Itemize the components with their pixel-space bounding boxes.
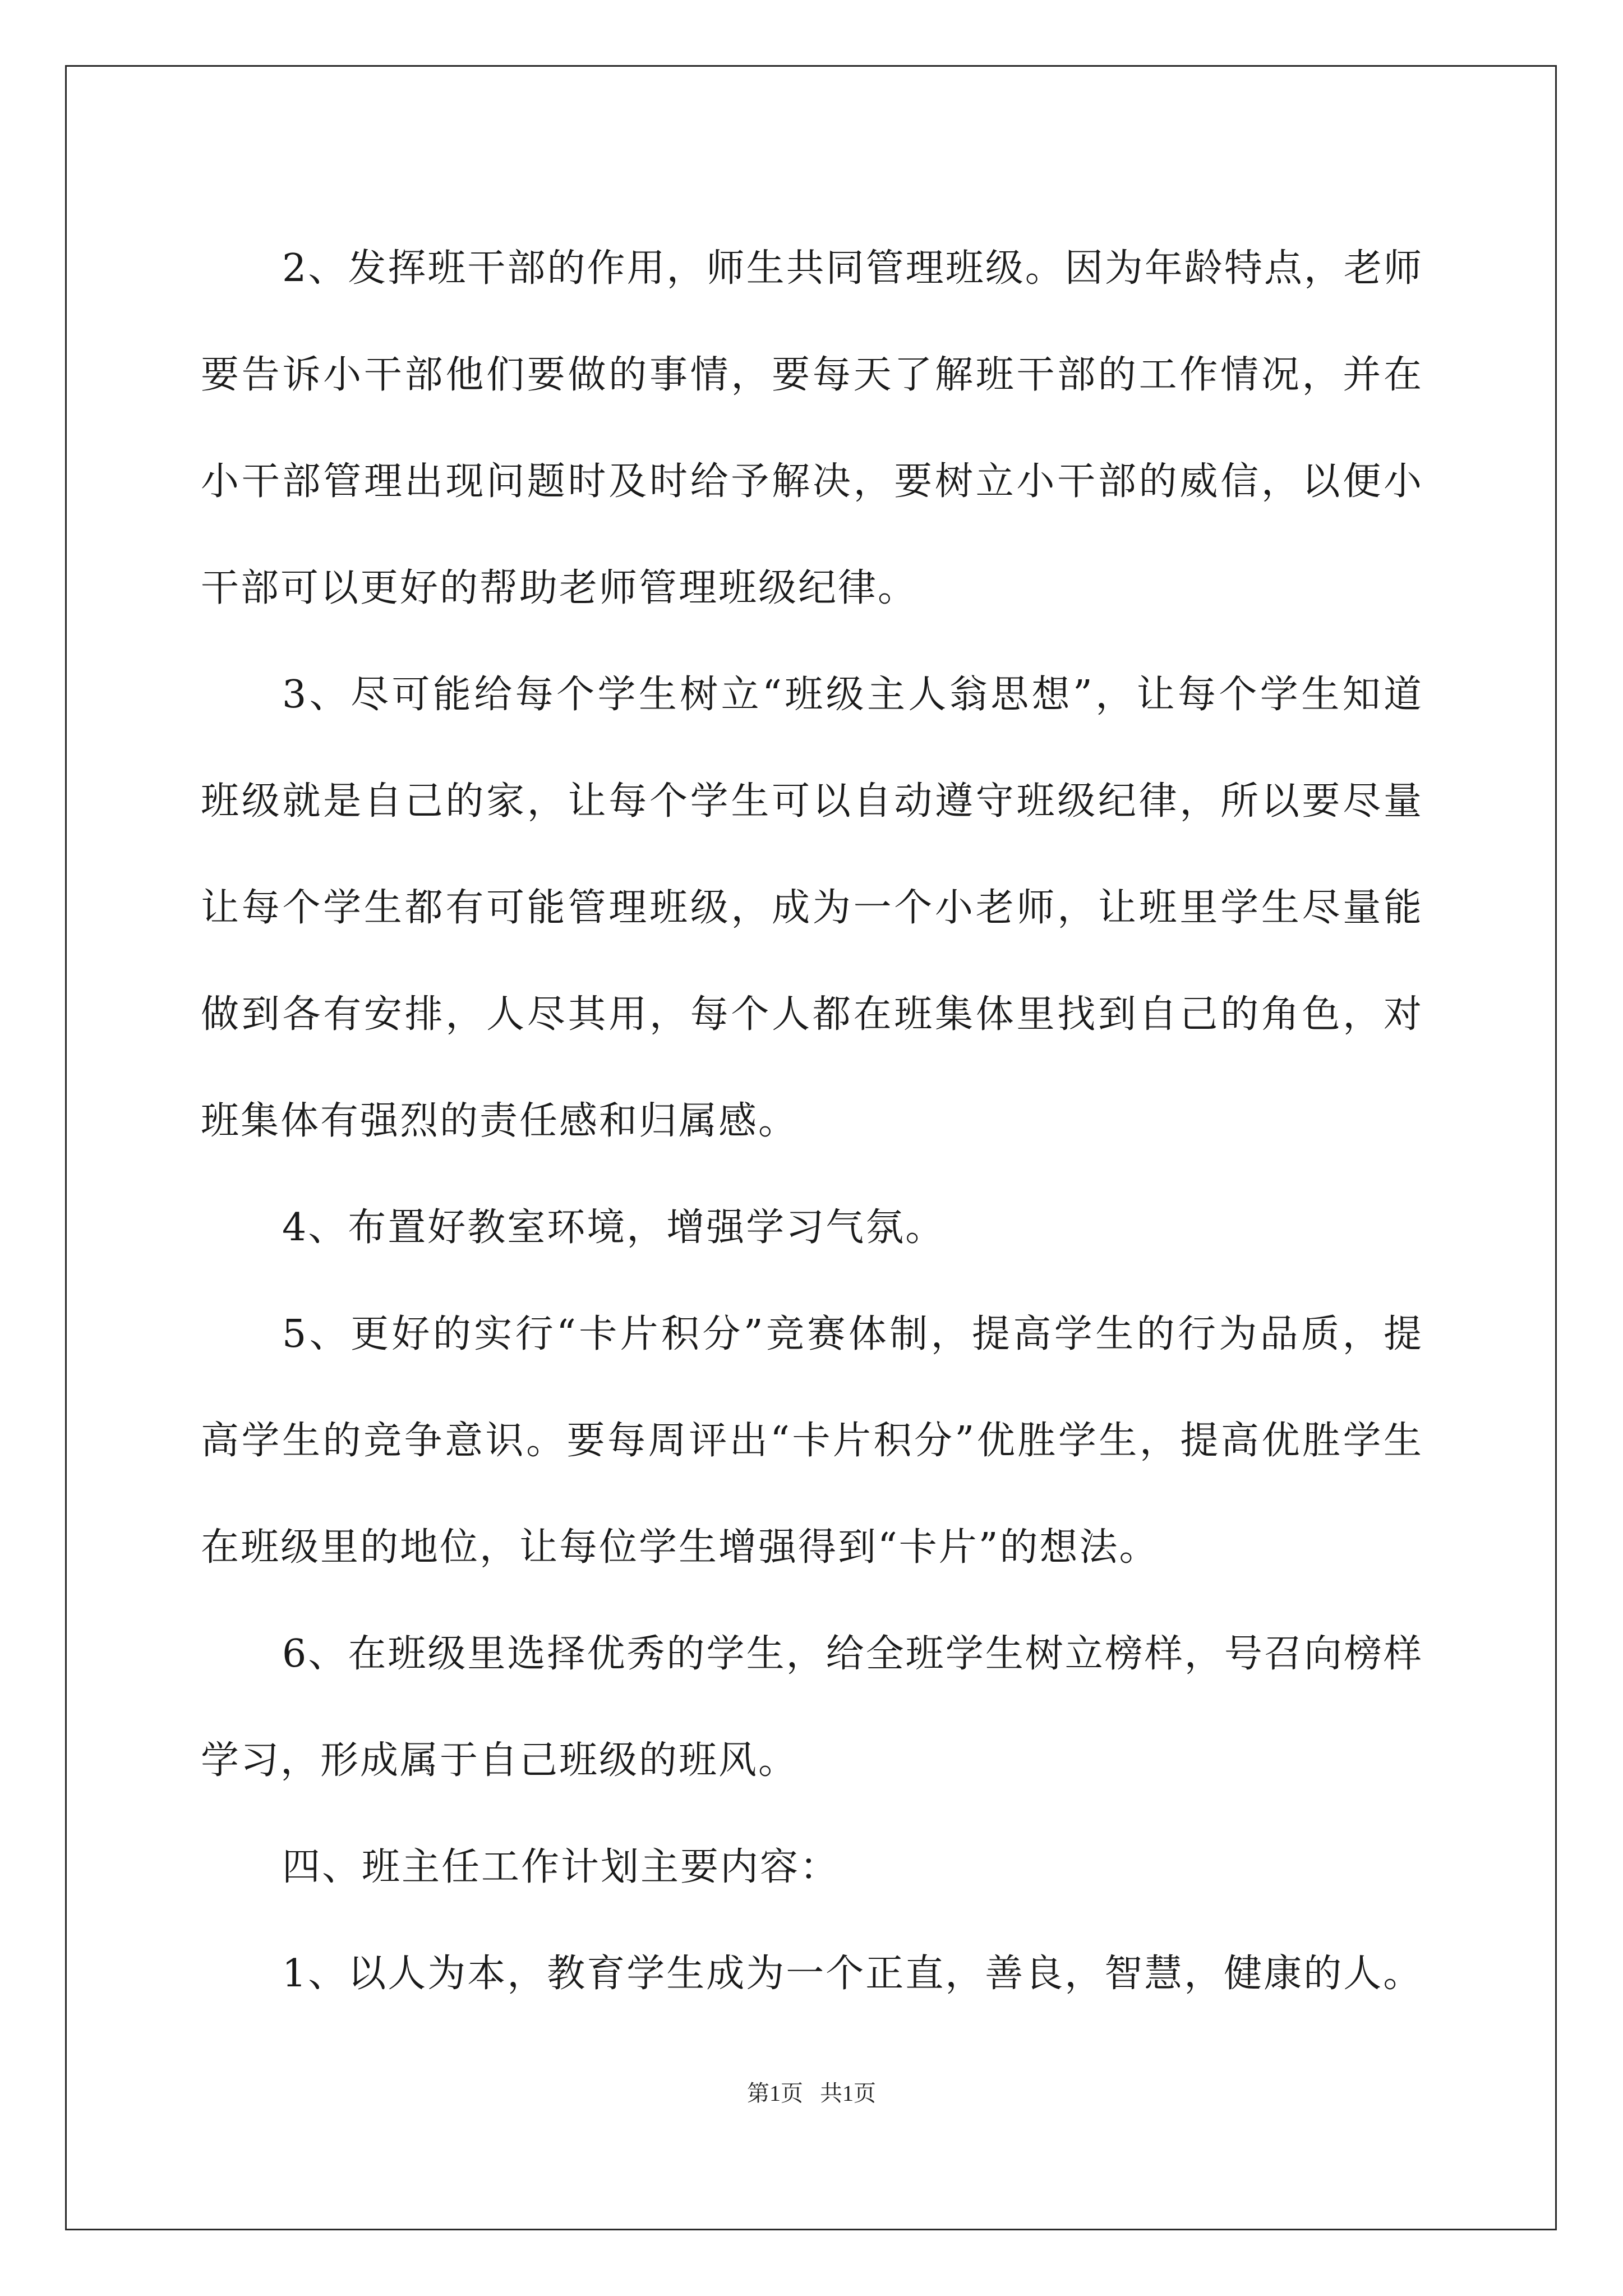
page-footer	[0, 2076, 1623, 2108]
paragraph-item-5: 5、更好的实行“卡片积分”竞赛体制，提高学生的行为品质，提高学生的竞争意识。要每周评出“卡片积分”优胜学生，提高优胜学生在班级里的地位，让每位学生增强得到“卡片”的想法。	[201, 1312, 1423, 1570]
section-heading-4: 四、班主任工作计划主要内容：	[282, 1845, 840, 1889]
paragraph-item-6: 6、在班级里选择优秀的学生，给全班学生树立榜样，号召向榜样学习，形成属于自己班级的班风。	[201, 1632, 1423, 1783]
page-number: 第1页	[747, 2081, 803, 2106]
paragraph-item-3: 3、尽可能给每个学生树立“班级主人翁思想”，让每个学生知道班级就是自己的家，让每个学生可以自动遵守班级纪律，所以要尽量让每个学生都有可能管理班级，成为一个小老师，让班里学生尽量能做到各有安排，人尽其用，每个人都在班集体里找到自己的角色，对班集体有强烈的责任感和归属感。	[201, 673, 1423, 1143]
paragraph-item-2: 2、发挥班干部的作用，师生共同管理班级。因为年龄特点，老师要告诉小干部他们要做的事情，要每天了解班干部的工作情况，并在小干部管理出现问题时及时给予解决，要树立小干部的威信，以便小干部可以更好的帮助老师管理班级纪律。	[201, 246, 1423, 610]
paragraph-item-1: 1、以人为本，教育学生成为一个正直，善良，智慧，健康的人。	[282, 1952, 1423, 1996]
document-body	[201, 215, 1423, 2027]
paragraph-item-4: 4、布置好教室环境，增强学习气氛。	[282, 1205, 946, 1250]
page-total: 共1页	[820, 2081, 876, 2106]
